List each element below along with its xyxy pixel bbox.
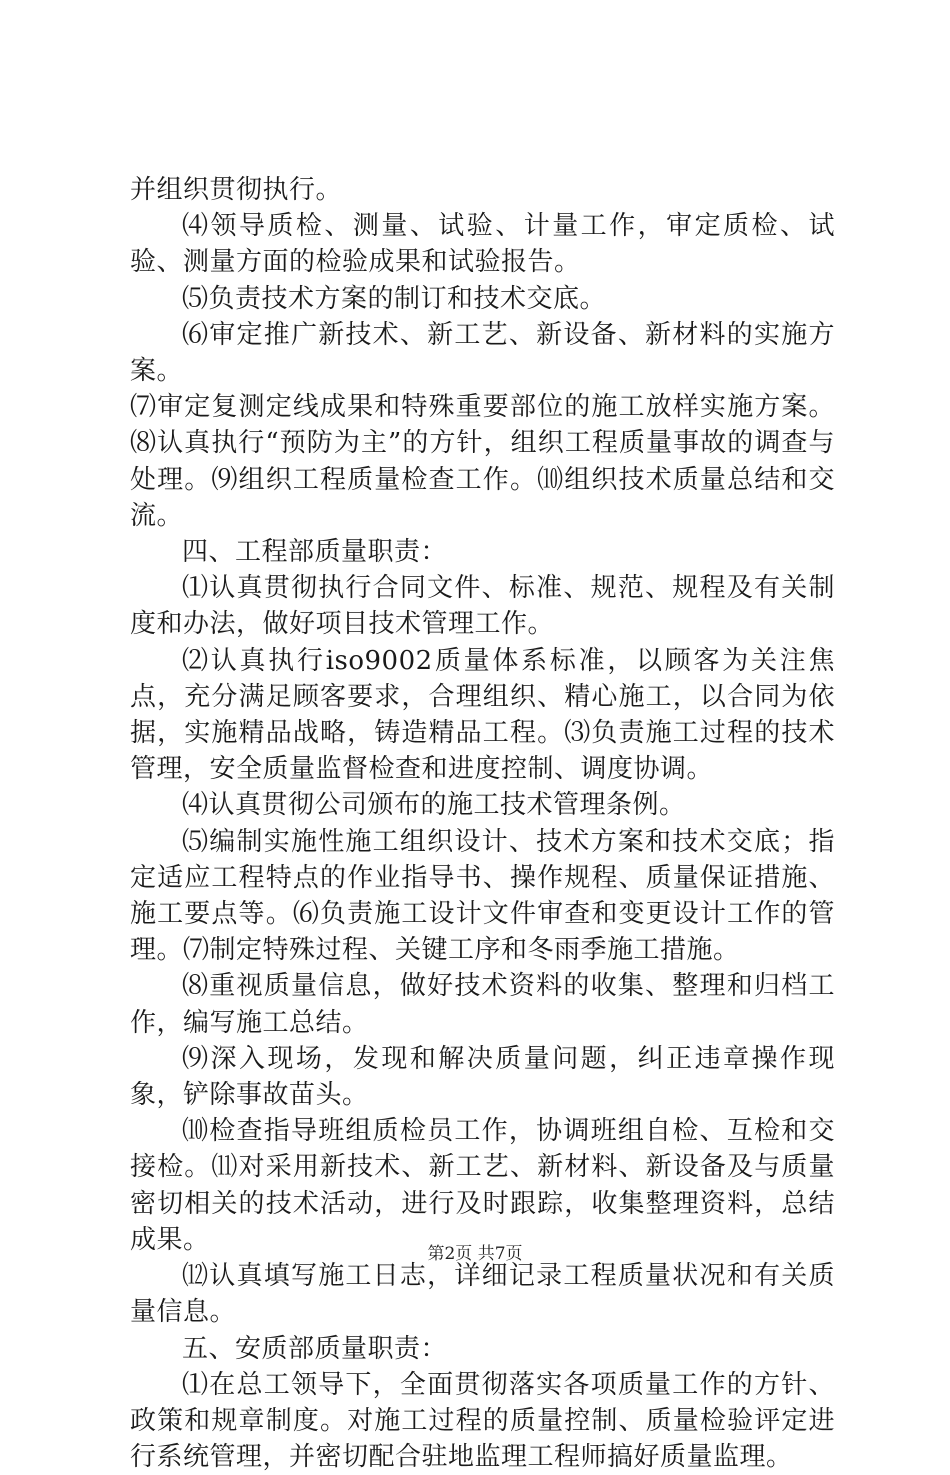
paragraph-7: ⑴认真贯彻执行合同文件、标准、规范、规程及有关制度和办法，做好项目技术管理工作。 bbox=[130, 573, 835, 640]
paragraph-4: ⑹审定推广新技术、新工艺、新设备、新材料的实施方案。 bbox=[130, 319, 835, 387]
paragraph-11: ⑻重视质量信息，做好技术资料的收集、整理和归档工作，编写施工总结。 bbox=[130, 971, 835, 1038]
page-number-footer: 第2页 共7页 bbox=[427, 1244, 523, 1264]
paragraph-9: ⑷认真贯彻公司颁布的施工技术管理条例。 bbox=[182, 790, 686, 821]
section-heading-safety-quality: 五、安质部质量职责： bbox=[182, 1333, 448, 1364]
paragraph-1: 并组织贯彻执行。 bbox=[130, 175, 343, 205]
paragraph-10: ⑸编制实施性施工组织设计、技术方案和技术交底；指定适应工程特点的作业指导书、操作规程、质量保证措施、施工要点等。⑹负责施工设计文件审查和变更设计工作的管理。⑺制定特殊过程、关键工序和冬雨季施工措施。 bbox=[130, 826, 835, 966]
paragraph-14: ⑿认真填写施工日志，详细记录工程质量状况和有关质量信息。 bbox=[130, 1261, 835, 1328]
document-body bbox=[130, 172, 835, 1475]
section-heading-engineering: 四、工程部质量职责： bbox=[182, 537, 448, 568]
paragraph-13: ⑽检查指导班组质检员工作，协调班组自检、互检和交接检。⑾对采用新技术、新工艺、新材料、新设备及与质量密切相关的技术活动，进行及时跟踪，收集整理资料，总结成果。 bbox=[130, 1116, 835, 1255]
paragraph-5: ⑺审定复测定线成果和特殊重要部位的施工放样实施方案。⑻认真执行“预防为主”的方针，组织工程质量事故的调查与处理。⑼组织工程质量检查工作。⑽组织技术质量总结和交流。 bbox=[130, 392, 835, 531]
paragraph-12: ⑼深入现场，发现和解决质量问题，纠正违章操作现象，铲除事故苗头。 bbox=[130, 1043, 835, 1111]
paragraph-2: ⑷领导质检、测量、试验、计量工作，审定质检、试验、测量方面的检验成果和试验报告。 bbox=[130, 211, 835, 278]
paragraph-3: ⑸负责技术方案的制订和技术交底。 bbox=[182, 283, 607, 314]
paragraph-8: ⑵认真执行iso9002质量体系标准，以顾客为关注焦点，充分满足顾客要求，合理组织、精心施工，以合同为依据，实施精品战略，铸造精品工程。⑶负责施工过程的技术管理，安全质量监督检查和进度控制、调度协调。 bbox=[130, 645, 835, 785]
paragraph-16: ⑴在总工领导下，全面贯彻落实各项质量工作的方针、政策和规章制度。对施工过程的质量控制、质量检验评定进行系统管理，并密切配合驻地监理工程师搞好质量监理。 bbox=[130, 1369, 835, 1473]
